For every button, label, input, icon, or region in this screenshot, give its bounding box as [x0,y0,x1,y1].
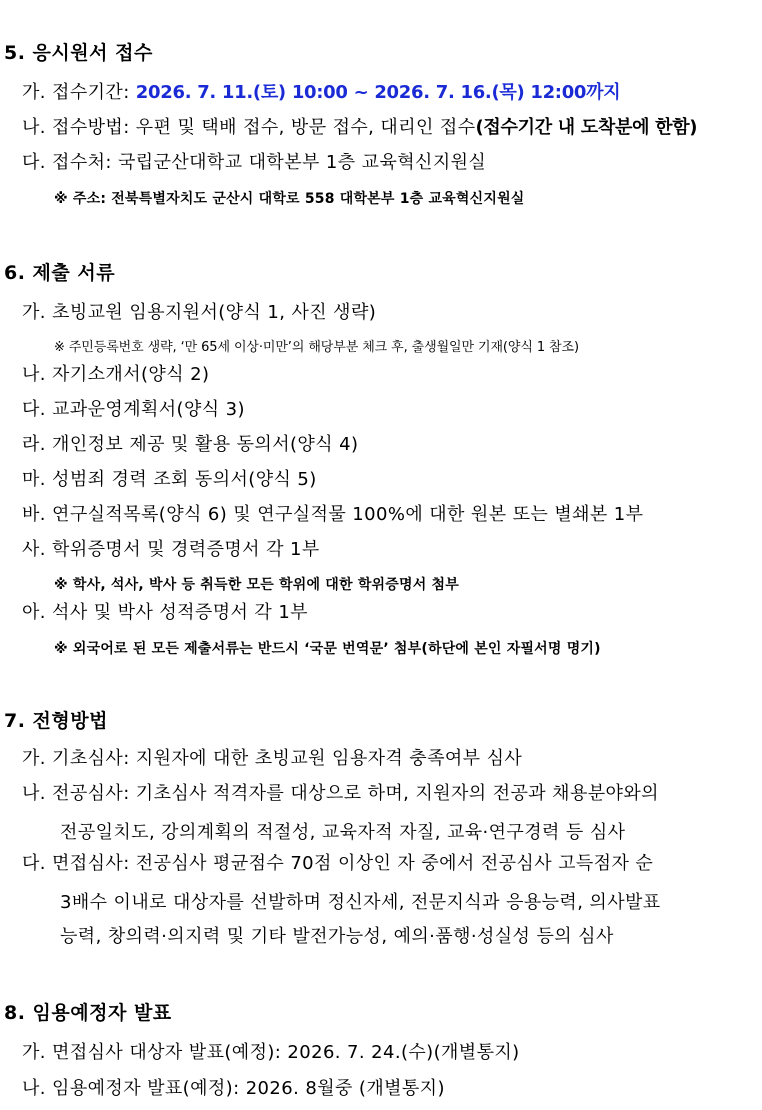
item-marker: 가. [22,82,46,103]
s6-item-d [22,428,358,461]
s6-item-a-note: ※ 주민등록번호 생략, ‘만 65세 이상·미만’의 해당부분 체크 후, 출생월일만 기재(양식 1 참조) [54,340,579,355]
item-text-line-1: 면접심사: 전공심사 평균점수 70점 이상인 자 중에서 전공심사 고득점자 순 [52,853,654,874]
s7-item-c-line-2: 3배수 이내로 대상자를 선발하며 정신자세, 전문지식과 응용능력, 의사발표 [60,892,661,913]
address-note: ※ 주소: 전북특별자치도 군산시 대학로 558 대학본부 1층 교육혁신지원실 [54,191,525,207]
item-marker: 가. [22,302,46,323]
item-marker: 라. [22,434,46,455]
s7-item-b [22,777,659,810]
application-period-label: 접수기간: [52,82,130,103]
s5-item-c [22,146,486,179]
item-marker: 나. [22,364,46,385]
item-text: 면접심사 대상자 발표(예정): 2026. 7. 24.(수)(개별통지) [52,1042,520,1063]
s6-item-h-note: ※ 외국어로 된 모든 제출서류는 반드시 ‘국문 번역문’ 첨부(하단에 본인 자필서명 명기) [54,641,601,657]
item-text: 초빙교원 임용지원서(양식 1, 사진 생략) [52,302,377,323]
application-period-value: 2026. 7. 11.(토) 10:00 ~ 2026. 7. 16.(목) 12:00까지 [135,82,621,103]
item-text: 학위증명서 및 경력증명서 각 1부 [52,539,320,560]
item-text: 자기소개서(양식 2) [52,364,210,385]
item-marker: 가. [22,748,46,769]
item-marker: 사. [22,539,46,560]
item-text: 교과운영계획서(양식 3) [52,399,245,420]
s6-item-g-note: ※ 학사, 석사, 박사 등 취득한 모든 학위에 대한 학위증명서 첨부 [54,577,459,593]
item-text: 성범죄 경력 조회 동의서(양식 5) [52,469,317,490]
item-marker: 바. [22,504,46,525]
section-6-title: 6. 제출 서류 [4,262,116,284]
s6-item-f [22,498,643,531]
s8-item-b [22,1072,445,1105]
application-method-text: 접수방법: 우편 및 택배 접수, 방문 접수, 대리인 접수 [52,117,476,138]
s6-item-b [22,358,209,391]
item-text: 임용예정자 발표(예정): 2026. 8월중 (개별통지) [52,1078,445,1099]
section-5-title: 5. 응시원서 접수 [4,42,153,64]
item-text: 연구실적목록(양식 6) 및 연구실적물 100%에 대한 원본 또는 별쇄본 1부 [52,504,644,525]
s5-item-a [22,76,620,109]
item-marker: 가. [22,1042,46,1063]
item-marker: 마. [22,469,46,490]
s7-item-c-line-3: 능력, 창의력·의지력 및 기타 발전가능성, 예의·품행·성실성 등의 심사 [60,926,614,947]
item-marker: 나. [22,117,46,138]
section-7-title: 7. 전형방법 [4,710,108,732]
item-marker: 아. [22,602,46,623]
item-marker: 다. [22,152,46,173]
item-text: 개인정보 제공 및 활용 동의서(양식 4) [52,434,359,455]
item-text: 석사 및 박사 성적증명서 각 1부 [52,602,308,623]
s6-item-a [22,296,376,329]
s7-item-a [22,742,522,775]
item-marker: 나. [22,1078,46,1099]
item-text-line-1: 전공심사: 기초심사 적격자를 대상으로 하며, 지원자의 전공과 채용분야와의 [52,783,659,804]
s6-item-e [22,463,317,496]
s7-item-c [22,847,653,880]
s6-item-c [22,393,245,426]
s7-item-b-line-2: 전공일치도, 강의계획의 적절성, 교육자적 자질, 교육·연구경력 등 심사 [60,822,626,843]
s6-item-g [22,533,320,566]
item-text: 기초심사: 지원자에 대한 초빙교원 임용자격 충족여부 심사 [52,748,523,769]
s6-item-h [22,596,308,629]
item-marker: 다. [22,853,46,874]
item-marker: 다. [22,399,46,420]
item-marker: 나. [22,783,46,804]
section-8-title: 8. 임용예정자 발표 [4,1002,172,1024]
s8-item-a [22,1036,520,1069]
s5-item-b [22,111,697,144]
application-place-text: 접수처: 국립군산대학교 대학본부 1층 교육혁신지원실 [52,152,487,173]
application-method-condition: (접수기간 내 도착분에 한함) [475,117,698,138]
